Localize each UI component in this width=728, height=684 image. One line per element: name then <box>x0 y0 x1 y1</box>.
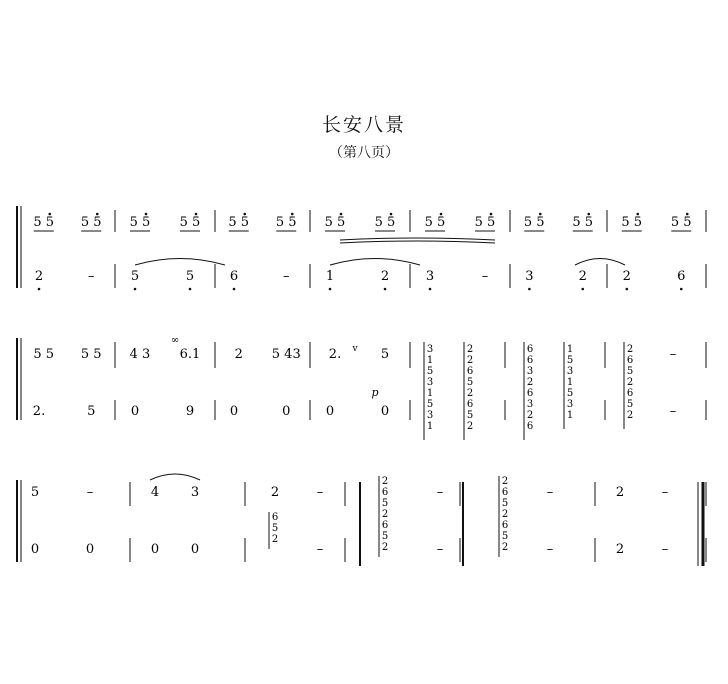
upper-note: 5 5 <box>324 215 346 230</box>
chord-note: 5 <box>426 399 434 410</box>
octave-dot <box>636 213 639 216</box>
chord-note: 5 <box>501 531 509 542</box>
chord-note: 3 <box>426 410 434 421</box>
chord-note: 2 <box>626 377 634 388</box>
slur <box>330 259 420 266</box>
dynamic-mark: p <box>371 386 379 399</box>
lower-note: 0 <box>282 404 291 419</box>
chord-note: 3 <box>526 399 534 410</box>
octave-dot <box>329 288 332 291</box>
chord-note: 2 <box>381 509 389 520</box>
upper-note: 5 5 <box>80 347 102 362</box>
upper-note: – <box>546 485 554 500</box>
chord-note: 5 <box>626 366 634 377</box>
upper-note: 5 5 <box>621 215 643 230</box>
octave-dot <box>340 213 343 216</box>
octave-dot <box>440 213 443 216</box>
chord-note: 3 <box>566 366 574 377</box>
octave-dot <box>626 288 629 291</box>
chord-note: 6 <box>626 355 634 366</box>
upper-note: 5 5 <box>572 215 594 230</box>
upper-note: 5 5 <box>80 215 102 230</box>
lower-note: 2 <box>615 542 625 557</box>
upper-note: 5 5 <box>33 347 55 362</box>
lower-note: 0 <box>190 542 200 557</box>
lower-note: 0 <box>325 404 335 419</box>
chord-note: 6 <box>526 388 534 399</box>
lower-note: 0 <box>30 542 40 557</box>
chord-note: 3 <box>526 366 534 377</box>
chord-note: 6 <box>526 344 534 355</box>
octave-dot <box>581 288 584 291</box>
chord-note: 2 <box>526 377 534 388</box>
octave-dot <box>291 213 294 216</box>
rest-dash: – <box>669 347 677 362</box>
lower-note: 2 <box>380 269 390 284</box>
upper-note: 5 5 <box>670 215 692 230</box>
upper-note: 5 5 <box>523 215 545 230</box>
octave-dot <box>686 213 689 216</box>
lower-note: 0 <box>85 542 95 557</box>
lower-note: 2 <box>578 269 587 284</box>
lower-note: 3 <box>525 269 534 284</box>
upper-note: – <box>86 485 94 500</box>
chord-note: 5 <box>566 388 574 399</box>
octave-dot <box>195 213 198 216</box>
chord-note: 6 <box>381 487 389 498</box>
lower-note: – <box>436 542 444 557</box>
chord-note: 1 <box>426 355 434 366</box>
chord-note: 5 <box>466 410 474 421</box>
page-subtitle: （第八页） <box>329 145 399 161</box>
octave-dot <box>587 213 590 216</box>
octave-dot <box>38 288 41 291</box>
lower-note: 0 <box>150 542 160 557</box>
lower-note: 9 <box>185 404 195 419</box>
upper-note: 2 <box>615 485 625 500</box>
chord-note: 1 <box>566 344 574 355</box>
chord-note: 6 <box>271 512 279 523</box>
octave-dot <box>384 288 387 291</box>
ornament-mark: ∞ <box>170 335 180 346</box>
octave-dot <box>539 213 542 216</box>
page-title: 长安八景 <box>321 114 406 136</box>
octave-dot <box>134 288 137 291</box>
octave-dot <box>528 288 531 291</box>
upper-note: 5 43 <box>271 347 301 362</box>
chord-note: 2 <box>381 542 389 553</box>
chord-note: 6 <box>501 487 509 498</box>
lower-note: – <box>481 269 489 284</box>
upper-note: 2. <box>328 347 342 362</box>
chord-note: 1 <box>426 421 434 432</box>
upper-note: 3 <box>190 485 200 500</box>
octave-dot <box>490 213 493 216</box>
upper-note: – <box>661 485 669 500</box>
chord-note: 6 <box>526 355 534 366</box>
chord-note: 2 <box>501 476 509 487</box>
chord-note: 5 <box>626 399 634 410</box>
octave-dot <box>48 213 51 216</box>
upper-note: 5 5 <box>474 215 496 230</box>
chord-note: 5 <box>381 531 389 542</box>
slur <box>135 259 225 266</box>
upper-note: 2 <box>270 485 280 500</box>
chord-note: 2 <box>466 355 474 366</box>
chord-note: 2 <box>271 534 279 545</box>
lower-note: – <box>316 542 324 557</box>
rest-dash: – <box>669 404 677 419</box>
upper-note: 5 <box>30 485 40 500</box>
upper-note: – <box>316 485 324 500</box>
octave-dot <box>680 288 683 291</box>
chord-note: 1 <box>426 388 434 399</box>
upper-note: – <box>436 485 444 500</box>
octave-dot <box>145 213 148 216</box>
lower-note: 5 <box>130 269 140 284</box>
upper-note: 5 <box>380 347 390 362</box>
chord-note: 2 <box>381 476 389 487</box>
chord-note: 2 <box>626 410 634 421</box>
lower-note: – <box>661 542 669 557</box>
chord-note: 6 <box>526 421 534 432</box>
slur <box>150 474 200 480</box>
upper-note: 4 3 <box>129 347 151 362</box>
lower-note: 5 <box>87 404 96 419</box>
lower-note: – <box>283 269 290 284</box>
chord-note: 6 <box>626 388 634 399</box>
lower-note: – <box>546 542 554 557</box>
octave-dot <box>243 213 246 216</box>
chord-note: 2 <box>501 542 509 553</box>
upper-note: 5 5 <box>374 215 396 230</box>
lower-note: 2 <box>34 269 44 284</box>
chord-note: 2 <box>466 388 474 399</box>
chord-note: 2 <box>626 344 634 355</box>
chord-note: 5 <box>271 523 279 534</box>
chord-note: 1 <box>566 410 574 421</box>
slur <box>340 241 495 243</box>
octave-dot <box>429 288 432 291</box>
upper-note: 6.1 <box>179 347 201 362</box>
lower-note: 5 <box>185 269 195 284</box>
chord-note: 5 <box>466 377 474 388</box>
chord-note: 3 <box>426 377 434 388</box>
octave-dot <box>390 213 393 216</box>
chord-note: 2 <box>466 421 474 432</box>
chord-note: 5 <box>501 498 509 509</box>
lower-note: – <box>88 269 95 284</box>
upper-note: 5 5 <box>275 215 297 230</box>
slur <box>340 238 495 240</box>
lower-note: 6 <box>229 269 239 284</box>
octave-dot <box>189 288 192 291</box>
upper-note: 5 5 <box>179 215 201 230</box>
chord-note: 6 <box>466 366 474 377</box>
lower-note: 0 <box>380 404 390 419</box>
chord-note: 3 <box>426 344 434 355</box>
chord-note: 2 <box>526 410 534 421</box>
chord-note: 5 <box>566 355 574 366</box>
lower-note: 2 <box>622 269 631 284</box>
octave-dot <box>233 288 236 291</box>
chord-note: 2 <box>466 344 474 355</box>
upper-note: 5 5 <box>424 215 446 230</box>
lower-note: 2. <box>32 404 46 419</box>
chord-note: 3 <box>566 399 574 410</box>
upper-note: 4 <box>150 485 160 500</box>
lower-note: 0 <box>229 404 239 419</box>
chord-note: 1 <box>566 377 574 388</box>
upper-note: 2 <box>234 347 243 362</box>
slur <box>575 259 625 266</box>
chord-note: 6 <box>501 520 509 531</box>
breath-mark: v <box>352 344 358 354</box>
chord-note: 6 <box>381 520 389 531</box>
octave-dot <box>96 213 99 216</box>
lower-note: 3 <box>425 269 435 284</box>
upper-note: 5 5 <box>228 215 250 230</box>
upper-note: 5 5 <box>33 215 55 230</box>
lower-note: 6 <box>677 269 686 284</box>
chord-note: 5 <box>426 366 434 377</box>
lower-note: 0 <box>130 404 140 419</box>
chord-note: 2 <box>501 509 509 520</box>
chord-note: 6 <box>466 399 474 410</box>
lower-note: 1 <box>325 269 335 284</box>
upper-note: 5 5 <box>129 215 151 230</box>
chord-note: 5 <box>381 498 389 509</box>
